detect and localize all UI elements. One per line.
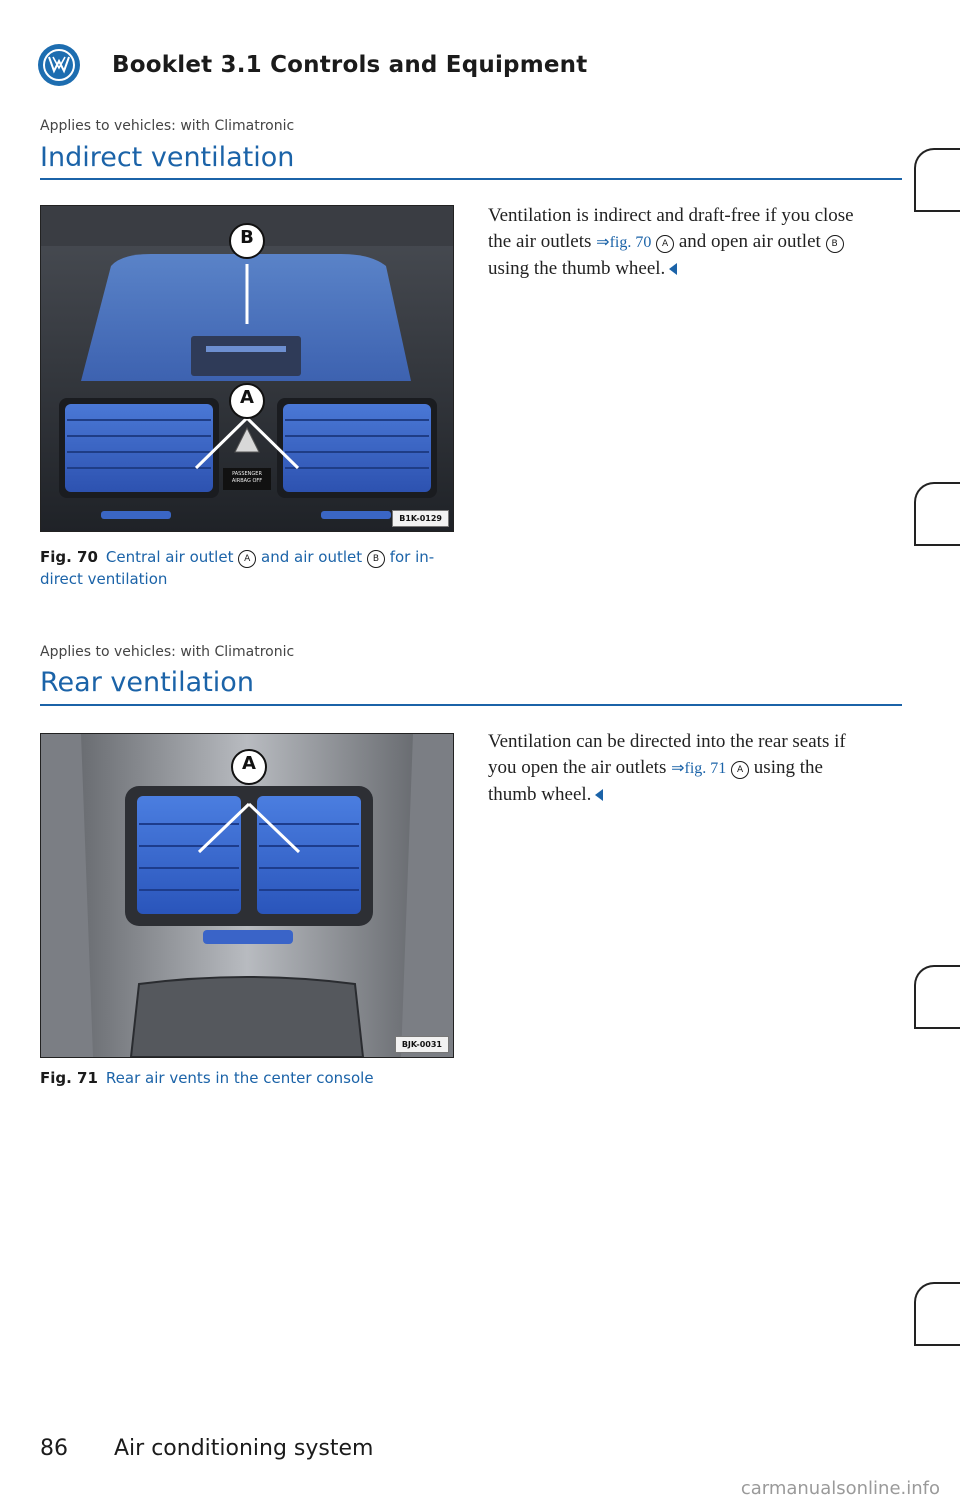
label-a: A	[242, 753, 256, 774]
rear-console-vents-illustration	[41, 734, 453, 1057]
body-paragraph	[488, 203, 908, 282]
airbag-line1: PASSENGER	[232, 471, 262, 477]
section-title: Rear ventilation	[40, 667, 254, 698]
figure-number: Fig. 71	[40, 1069, 98, 1087]
vw-logo-icon	[38, 44, 80, 86]
figure-indirect-ventilation	[40, 205, 454, 532]
body-line-2-start: you open the air outlets	[488, 757, 667, 778]
figure-code: BJK-0031	[395, 1036, 449, 1053]
caption-text: Rear air vents in the center console	[105, 1069, 374, 1087]
marker-a: A	[238, 550, 256, 568]
applies-note: Applies to vehicles: with Climatronic	[40, 644, 295, 660]
body-line-3: using the thumb wheel.	[488, 258, 666, 279]
watermark: carmanualsonline.info	[740, 1478, 940, 1499]
label-b: B	[240, 227, 254, 248]
page-tab-marker	[914, 148, 960, 212]
figure-code: B1K-0129	[392, 510, 449, 527]
applies-note: Applies to vehicles: with Climatronic	[40, 118, 295, 134]
figure-caption	[40, 546, 460, 590]
section-title: Indirect ventilation	[40, 142, 295, 173]
page-header	[38, 44, 587, 86]
figure-number: Fig. 70	[40, 548, 98, 566]
marker-a: A	[731, 761, 749, 779]
caption-text-4: direct ventilation	[40, 570, 168, 588]
figure-reference-link[interactable]: ⇒fig. 70	[596, 234, 652, 251]
body-line-2-start: the air outlets	[488, 231, 592, 252]
booklet-title: Booklet 3.1 Controls and Equipment	[112, 52, 588, 78]
label-a: A	[240, 387, 254, 408]
body-line-1: Ventilation is indirect and draft-free if you close	[488, 205, 854, 226]
airbag-line2: AIRBAG OFF	[231, 478, 263, 484]
figure-reference-link[interactable]: ⇒fig. 71	[671, 760, 727, 777]
body-paragraph	[488, 729, 908, 808]
caption-text-3: for in-	[389, 548, 435, 566]
caption-text-1: Central air outlet	[105, 548, 234, 566]
page-tab-marker	[914, 1282, 960, 1346]
footer-section-title: Air conditioning system	[114, 1436, 374, 1461]
end-of-section-icon	[669, 263, 677, 275]
page-tab-marker	[914, 965, 960, 1029]
section-rule	[40, 704, 902, 706]
page-number: 86	[40, 1436, 68, 1461]
airbag-indicator	[223, 471, 271, 485]
figure-caption	[40, 1067, 460, 1089]
marker-b: B	[367, 550, 385, 568]
marker-a: A	[656, 235, 674, 253]
body-line-3: thumb wheel.	[488, 784, 592, 805]
body-line-2-mid: and open air outlet	[678, 231, 821, 252]
body-line-1: Ventilation can be directed into the rear seats if	[488, 731, 846, 752]
marker-b: B	[826, 235, 844, 253]
page-tab-marker	[914, 482, 960, 546]
caption-text-2: and air outlet	[261, 548, 363, 566]
body-line-2-end: using the	[753, 757, 823, 778]
figure-rear-ventilation	[40, 733, 454, 1058]
section-rule	[40, 178, 902, 180]
end-of-section-icon	[595, 789, 603, 801]
